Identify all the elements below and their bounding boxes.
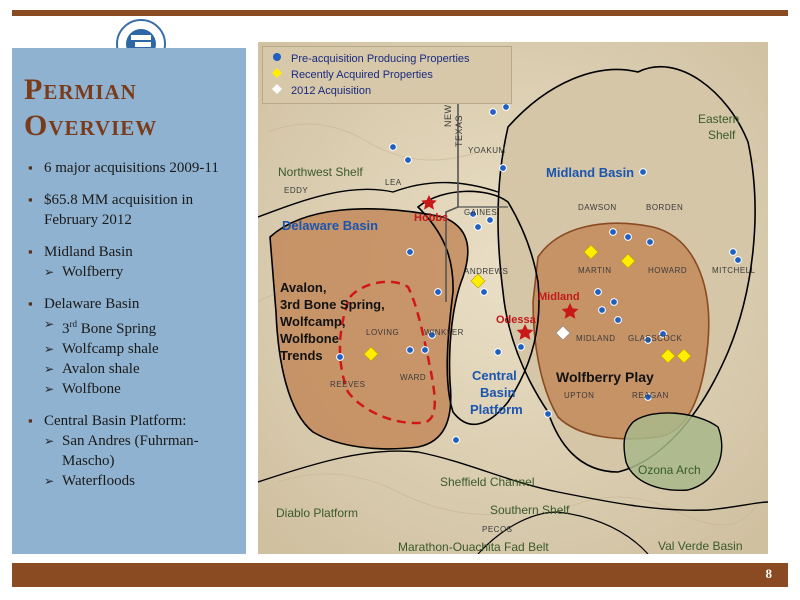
county-lea: LEA [385, 178, 402, 187]
property-marker [487, 217, 494, 224]
sub-bullet-wolfbone: ➢ Wolfbone [26, 379, 242, 399]
legend-label-recent: Recently Acquired Properties [291, 69, 433, 81]
county-reeves: REEVES [330, 380, 366, 389]
property-marker [640, 169, 647, 176]
bullet-midland-basin: ▪ Midland Basin [26, 242, 242, 262]
property-marker [407, 249, 414, 256]
property-marker [625, 234, 632, 241]
city-midland: Midland [538, 291, 580, 303]
sub-bullet-wolfcamp: ➢ Wolfcamp shale [26, 339, 242, 359]
county-gaines: GAINES [464, 208, 498, 217]
city-odessa: Odessa [496, 314, 536, 326]
county-pecos: PECOS [482, 525, 513, 534]
sub-bullet-avalon: ➢ Avalon shale [26, 359, 242, 379]
label-delaware-basin: Delaware Basin [282, 218, 379, 233]
property-marker [647, 239, 654, 246]
play-line-wolfcamp: Wolfcamp, [280, 314, 346, 329]
county-loving: LOVING [366, 328, 400, 337]
property-marker [615, 317, 622, 324]
title-line-1: Permian [24, 73, 137, 106]
legend-label-2012: 2012 Acquisition [291, 85, 372, 97]
label-ozona-arch: Ozona Arch [638, 463, 701, 477]
sub-bullet-san-andres: ➢ San Andres (Fuhrman-Mascho) [26, 431, 242, 471]
top-accent-bar [12, 10, 788, 16]
play-line-wolfbone: Wolfbone [280, 331, 339, 346]
permian-map [258, 42, 768, 554]
slide-title [24, 72, 157, 144]
county-andrews: ANDREWS [464, 267, 509, 276]
county-reagan: REAGAN [632, 391, 669, 400]
county-midland: MIDLAND [576, 334, 616, 343]
label-northwest-shelf: Northwest Shelf [278, 165, 363, 179]
county-winkler: WINKLER [424, 328, 464, 337]
property-marker [611, 299, 618, 306]
property-marker [518, 344, 525, 351]
label-eastern-shelf-1: Eastern [698, 112, 740, 126]
property-marker [500, 165, 507, 172]
sub-bullet-waterfloods: ➢ Waterfloods [26, 471, 242, 491]
county-dawson: DAWSON [578, 203, 617, 212]
county-yoakum: YOAKUM [468, 146, 506, 155]
property-marker [435, 289, 442, 296]
label-eastern-shelf-2: Shelf [708, 128, 736, 142]
legend-label-pre-acquisition: Pre-acquisition Producing Properties [291, 53, 470, 65]
label-central-basin-2: Basin [480, 385, 516, 400]
property-marker [407, 347, 414, 354]
play-line-bone-spring: 3rd Bone Spring, [280, 297, 385, 312]
label-midland-basin: Midland Basin [546, 165, 635, 180]
sub-bullet-bone-spring [26, 314, 242, 339]
property-marker [735, 257, 742, 264]
map-legend [262, 46, 512, 104]
county-upton: UPTON [564, 391, 595, 400]
county-borden: BORDEN [646, 203, 684, 212]
label-sheffield-channel: Sheffield Channel [440, 475, 535, 489]
bullet-list [26, 158, 242, 491]
property-marker [490, 109, 497, 116]
legend-circle-icon [271, 52, 283, 65]
property-marker [495, 349, 502, 356]
label-val-verde-basin: Val Verde Basin [658, 539, 743, 553]
property-marker [390, 144, 397, 151]
property-marker [730, 249, 737, 256]
label-southern-shelf: Southern Shelf [490, 503, 570, 517]
county-ward: WARD [400, 373, 427, 382]
bone-spring-text: Bone Spring [77, 321, 157, 337]
county-glasscock: GLASSCOCK [628, 334, 683, 343]
play-line-avalon: Avalon, [280, 280, 327, 295]
property-marker [453, 437, 460, 444]
logo-stripe [131, 35, 151, 40]
label-central-basin-3: Platform [470, 402, 523, 417]
play-line-trends: Trends [280, 348, 323, 363]
delaware-play-label [280, 279, 385, 364]
sub-bullet-wolfberry: ➢ Wolfberry [26, 262, 242, 282]
legend-item-2012 [271, 84, 371, 97]
page-number: 8 [765, 566, 772, 581]
property-marker [481, 289, 488, 296]
property-marker [503, 104, 510, 111]
county-eddy: EDDY [284, 186, 309, 195]
label-marathon-ouachita: Marathon-Ouachita Fad Belt [398, 540, 549, 554]
ozona-arch-area [624, 413, 722, 490]
legend-diamond-icon [271, 68, 283, 81]
property-marker [599, 307, 606, 314]
bullet-acquisitions: ▪ 6 major acquisitions 2009-11 [26, 158, 242, 178]
city-hobbs: Hobbs [414, 212, 449, 224]
logo-stripe [135, 42, 151, 47]
bottom-bar [12, 563, 788, 587]
bullet-delaware-basin: ▪ Delaware Basin [26, 294, 242, 314]
county-martin: MARTIN [578, 266, 612, 275]
property-marker [405, 157, 412, 164]
bone-spring-ordinal: rd [69, 319, 77, 329]
label-diablo-platform: Diablo Platform [276, 506, 359, 520]
legend-white-diamond-icon [271, 84, 283, 97]
legend-item-pre-acquisition [271, 52, 470, 65]
property-marker [545, 411, 552, 418]
label-texas: TEXAS [454, 114, 464, 147]
label-central-basin-1: Central [472, 368, 517, 383]
bullet-central-basin: ▪ Central Basin Platform: [26, 411, 242, 431]
property-marker [595, 289, 602, 296]
title-line-2: Overview [24, 109, 158, 142]
legend-item-recent [271, 68, 433, 81]
property-marker [422, 347, 429, 354]
county-howard: HOWARD [648, 266, 688, 275]
property-marker [610, 229, 617, 236]
county-mitchell: MITCHELL [712, 266, 756, 275]
property-marker [475, 224, 482, 231]
wolfberry-play-label: Wolfberry Play [556, 369, 654, 385]
bone-spring-number: 3 [62, 321, 70, 337]
bullet-acquisition-amount: ▪ $65.8 MM acquisition in February 2012 [26, 190, 242, 230]
